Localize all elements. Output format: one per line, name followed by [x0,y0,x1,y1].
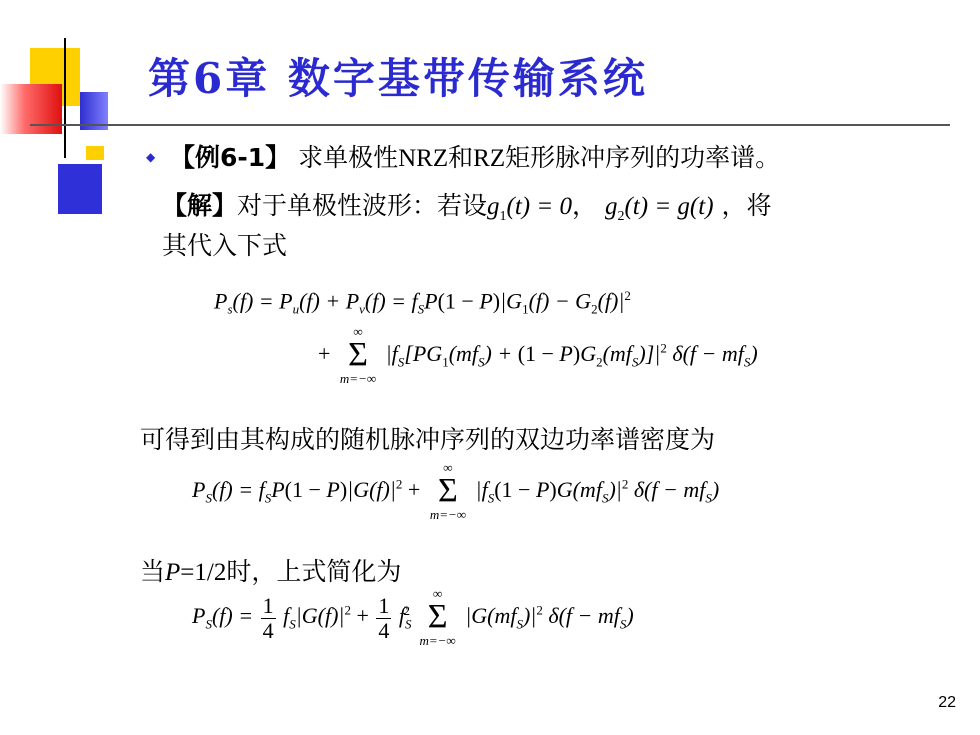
decor-vertical-line [64,38,66,158]
decor-red-square [0,84,62,134]
solution-line: 【解】对于单极性波形：若设$g_1(t) = 0$， $g_2(t) = g(t)$ ，将 [162,191,772,224]
psd-intro-text: 可得到由其构成的随机脉冲序列的双边功率谱密度为 [140,425,716,454]
solution-tag: 【解】 [162,191,238,220]
sum-symbol: ∞ Σ m=−∞ [339,324,377,386]
slide-title: 第6章 数字基带传输系统 [148,54,648,103]
decor-blue-square [58,164,102,214]
diamond-bullet-icon: ◆ [146,150,156,164]
decor-yellow-small-square [86,146,104,160]
equation-2: $P_S(f) = f_SP(1 - P)|G(f)|^2$ + ∞ Σ m=−∞ $|f_S(1 - P)G(mf_S)|^2$ $\delta(f - mf_S)$ [192,460,720,522]
title-underline [30,124,950,126]
solution-line-cont: 其代入下式 [162,231,288,260]
example-tag: 【例6-1】 [170,143,291,172]
page-number: 22 [938,694,956,711]
equation-3: $P_S(f)$ = $\frac{1}{4}$ $f_S|G(f)|^2$ + $\frac{1}{4}$ $f_S^2$ ∞ Σ m=−∞ $|G(mf_S)|^2$ $\delta(f - mf_S)$ [192,586,634,648]
half-case-text: 当P=1/2时，上式简化为 [140,557,402,586]
equation-1-line-1: $P_s(f) = P_u(f) + P_v(f) = f_SP(1 - P)|G_1(f) - G_2(f)|^2$ [214,288,631,317]
equation-1-line-2: + ∞ Σ m=−∞ $|f_S[PG_1(mf_S) + (1 - P)G_2(mf_S)]|^2$ $\delta(f - mf_S)$ [318,324,758,386]
example-line: 【例6-1】 求单极性NRZ和RZ矩形脉冲序列的功率谱。 [170,143,781,172]
